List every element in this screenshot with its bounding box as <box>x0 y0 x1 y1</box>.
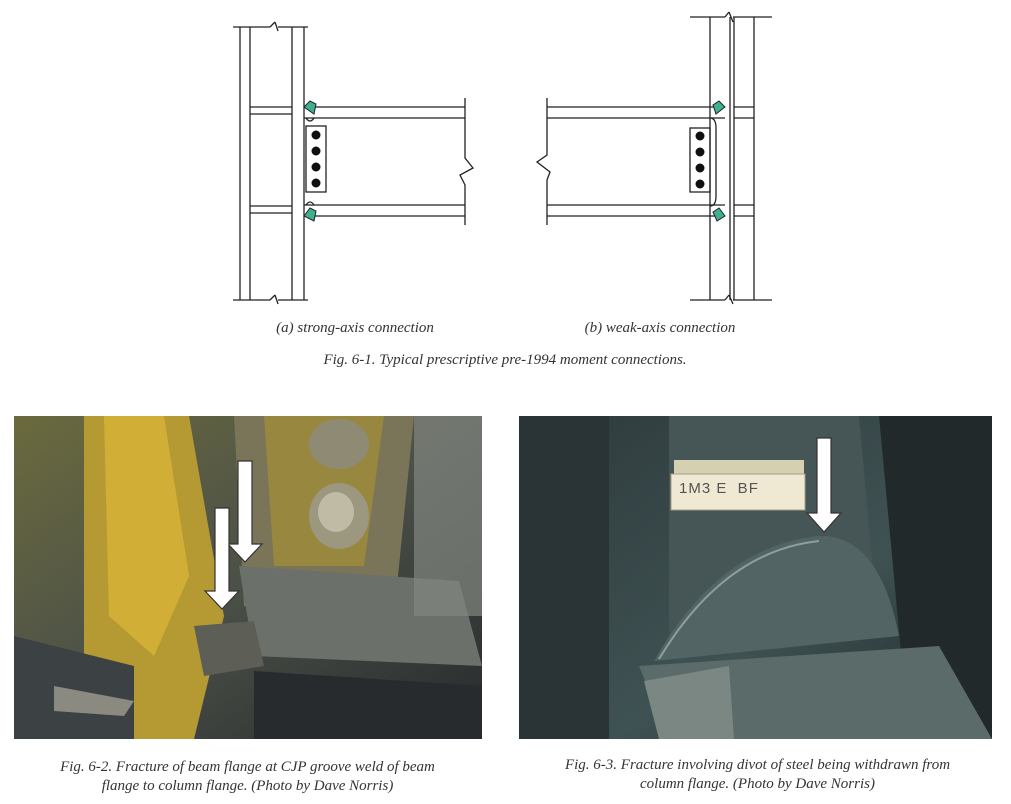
figure-6-2-caption <box>20 758 475 796</box>
strong-axis-bolts <box>312 131 321 188</box>
strong-axis-column <box>233 22 308 304</box>
figure-6-3-caption-line-1: Fig. 6-3. Fracture involving divot of steel being withdrawn from <box>564 757 951 773</box>
figure-6-2-photo <box>14 416 482 739</box>
strong-axis-beam <box>304 98 473 225</box>
figure-6-3-caption <box>525 756 990 794</box>
figure-6-3-photo <box>519 416 992 739</box>
weak-axis-beam <box>537 98 725 225</box>
weak-axis-column <box>690 12 772 304</box>
fig-6-1-drawings <box>220 10 790 310</box>
figure-6-1-caption: Fig. 6-1. Typical prescriptive pre-1994 moment connections. <box>323 352 687 368</box>
figure-6-3-caption-line-2: column flange. (Photo by Dave Norris) <box>640 776 875 792</box>
figure-6-2-caption-line-1: Fig. 6-2. Fracture of beam flange at CJP groove weld of beam <box>60 759 435 775</box>
figure-6-2-caption-line-2: flange to column flange. (Photo by Dave Norris) <box>101 778 394 794</box>
marker-tag-text: 1M3 E BF <box>679 480 759 497</box>
weak-axis-bolts <box>696 132 705 189</box>
weld-symbols <box>304 101 725 221</box>
subcaption-a: (a) strong-axis connection <box>276 320 434 336</box>
subcaption-b: (b) weak-axis connection <box>584 320 736 336</box>
